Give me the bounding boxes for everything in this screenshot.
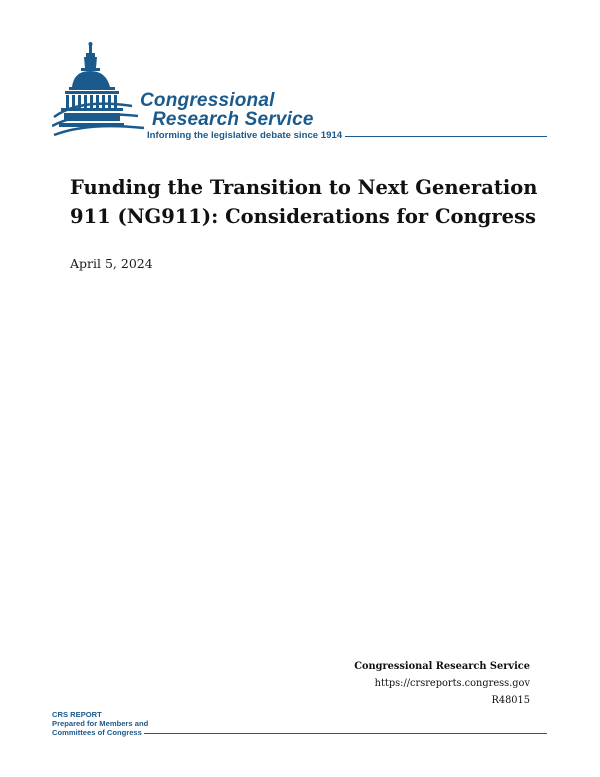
report-number: R48015: [491, 695, 530, 706]
contact-organization: Congressional Research Service: [354, 661, 530, 672]
brand-name-line1: Congressional: [140, 90, 275, 111]
footer-line2: Prepared for Members and: [52, 719, 149, 728]
contact-url[interactable]: https://crsreports.congress.gov: [374, 678, 530, 689]
report-date: April 5, 2024: [70, 256, 153, 271]
brand-name-line2: Research Service: [152, 109, 314, 130]
contact-block: [354, 658, 530, 709]
footer-line1: CRS REPORT: [52, 710, 102, 719]
report-title: [70, 173, 550, 231]
report-title-line1: Funding the Transition to Next Generation: [70, 176, 538, 199]
tagline-row: [147, 130, 547, 144]
footer: [52, 710, 547, 740]
brand-tagline: Informing the legislative debate since 1914: [147, 130, 345, 142]
capitol-dome-icon: [52, 40, 147, 140]
crs-logo: [52, 40, 552, 145]
report-title-line2: 911 (NG911): Considerations for Congress: [70, 205, 536, 228]
footer-line3: Committees of Congress: [52, 728, 142, 737]
